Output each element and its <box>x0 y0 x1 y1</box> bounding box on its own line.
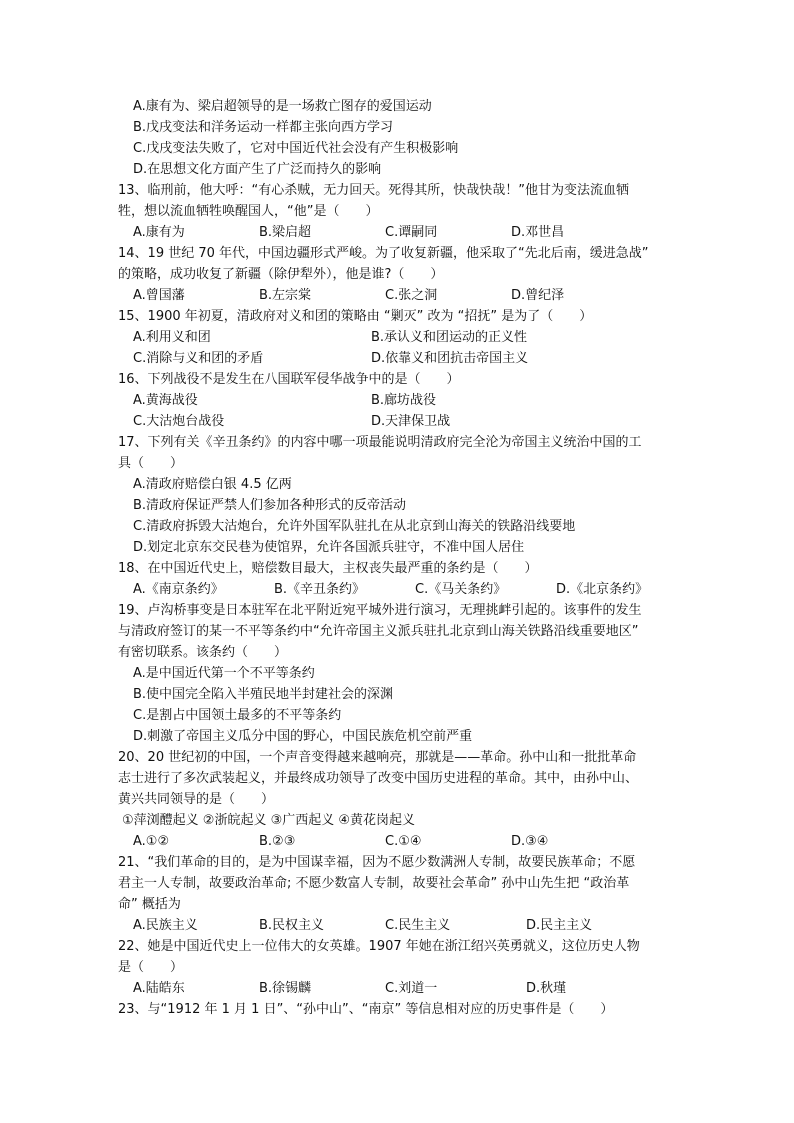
q12-option-b[interactable]: B.戊戌变法和洋务运动一样都主张向西方学习 <box>133 120 394 135</box>
q19-option-a[interactable]: A.是中国近代第一个不平等条约 <box>133 666 315 681</box>
q22-stem-line-1: 22、她是中国近代史上一位伟大的女英雄。1907 年她在浙江绍兴英勇就义，这位历史人物 <box>118 939 640 954</box>
q16-option-a[interactable]: A.黄海战役 <box>133 393 198 408</box>
q12-option-c[interactable]: C.戊戌变法失败了，它对中国近代社会没有产生积极影响 <box>133 141 459 156</box>
q12-option-d[interactable]: D.在思想文化方面产生了广泛而持久的影响 <box>133 162 382 177</box>
exam-page <box>118 96 678 1020</box>
q13-options <box>118 222 678 243</box>
q17-option-b[interactable]: B.清政府保证严禁人们参加各种形式的反帝活动 <box>133 498 407 513</box>
q19-stem-line-3: 有密切联系。该条约（ ） <box>118 645 288 660</box>
q13-stem-line-1: 13、临刑前，他大呼：“有心杀贼，无力回天。死得其所，快哉快哉！”他甘为变法流血牺 <box>118 183 630 198</box>
q13-option-d[interactable]: D.邓世昌 <box>511 225 565 240</box>
q14-options <box>118 285 678 306</box>
q21-options <box>118 915 678 936</box>
q12-option-a[interactable]: A.康有为、梁启超领导的是一场救亡图存的爱国运动 <box>133 99 432 114</box>
q18-options <box>118 579 678 600</box>
q15-stem: 15、1900 年初夏，清政府对义和团的策略由 “剿灭” 改为 “招抚” 是为了（ ） <box>118 309 593 324</box>
q17-option-c[interactable]: C.清政府拆毁大沽炮台，允许外国军队驻扎在从北京到山海关的铁路沿线要地 <box>133 519 576 534</box>
q20-sub-items: ①萍浏醴起义 ②浙皖起义 ③广西起义 ④黄花岗起义 <box>122 813 416 828</box>
q17-stem-line-2: 具（ ） <box>118 456 184 471</box>
q21-option-c[interactable]: C.民生主义 <box>385 918 451 933</box>
q16-options-cd <box>118 411 678 432</box>
q20-option-c[interactable]: C.①④ <box>385 834 422 849</box>
q20-stem-line-1: 20、20 世纪初的中国，一个声音变得越来越响亮，那就是——革命。孙中山和一批批革命 <box>118 750 637 765</box>
q16-stem: 16、下列战役不是发生在八国联军侵华战争中的是（ ） <box>118 372 460 387</box>
q16-option-c[interactable]: C.大沽炮台战役 <box>133 414 225 429</box>
q13-option-c[interactable]: C.谭嗣同 <box>385 225 438 240</box>
q15-option-d[interactable]: D.依靠义和团抗击帝国主义 <box>371 351 529 366</box>
q13-stem-line-2: 牲，想以流血牺牲唤醒国人，“他”是（ ） <box>118 204 379 219</box>
q20-option-d[interactable]: D.③④ <box>511 834 549 849</box>
q21-option-b[interactable]: B.民权主义 <box>259 918 325 933</box>
q19-option-c[interactable]: C.是割占中国领土最多的不平等条约 <box>133 708 342 723</box>
q22-option-c[interactable]: C.刘道一 <box>385 981 438 996</box>
q19-option-d[interactable]: D.刺激了帝国主义瓜分中国的野心，中国民族危机空前严重 <box>133 729 473 744</box>
q14-stem-line-2: 的策略，成功收复了新疆（除伊犁外），他是谁?（ ） <box>118 267 444 282</box>
q21-option-d[interactable]: D.民主主义 <box>526 918 593 933</box>
q14-option-d[interactable]: D.曾纪泽 <box>511 288 565 303</box>
q18-option-d[interactable]: D.《北京条约》 <box>556 582 649 597</box>
q14-option-a[interactable]: A.曾国藩 <box>133 288 185 303</box>
q20-option-a[interactable]: A.①② <box>133 834 170 849</box>
q16-options-ab <box>118 390 678 411</box>
q14-option-b[interactable]: B.左宗棠 <box>259 288 312 303</box>
q19-stem-line-1: 19、卢沟桥事变是日本驻军在北平附近宛平城外进行演习，无理挑衅引起的。该事件的发生 <box>118 603 642 618</box>
q22-option-d[interactable]: D.秋瑾 <box>526 981 567 996</box>
q22-options <box>118 978 678 999</box>
q14-option-c[interactable]: C.张之洞 <box>385 288 438 303</box>
q18-option-c[interactable]: C.《马关条约》 <box>415 582 507 597</box>
q22-stem-line-2: 是（ ） <box>118 960 184 975</box>
q18-stem: 18、在中国近代史上，赔偿数目最大，主权丧失最严重的条约是（ ） <box>118 561 538 576</box>
q22-option-b[interactable]: B.徐锡麟 <box>259 981 312 996</box>
q17-stem-line-1: 17、下列有关《辛丑条约》的内容中哪一项最能说明清政府完全沦为帝国主义统治中国的工 <box>118 435 642 450</box>
q16-option-b[interactable]: B.廊坊战役 <box>371 393 437 408</box>
q13-option-b[interactable]: B.梁启超 <box>259 225 312 240</box>
q21-stem-line-3: 命” 概括为 <box>118 897 181 912</box>
q22-option-a[interactable]: A.陆皓东 <box>133 981 185 996</box>
q21-option-a[interactable]: A.民族主义 <box>133 918 198 933</box>
q21-stem-line-2: 君主一人专制，故要政治革命; 不愿少数富人专制，故要社会革命” 孙中山先生把 “政治革 <box>118 876 630 891</box>
q23-stem: 23、与“1912 年 1 月 1 日”、“孙中山”、“南京” 等信息相对应的历史事件是（ ） <box>118 1002 614 1017</box>
q21-stem-line-1: 21、“我们革命的目的，是为中国谋幸福，因为不愿少数满洲人专制，故要民族革命；不愿 <box>118 855 636 870</box>
q15-option-a[interactable]: A.利用义和团 <box>133 330 211 345</box>
q17-option-d[interactable]: D.划定北京东交民巷为使馆界，允许各国派兵驻守，不准中国人居住 <box>133 540 525 555</box>
q15-options-ab <box>118 327 678 348</box>
q15-option-b[interactable]: B.承认义和团运动的正义性 <box>371 330 528 345</box>
q16-option-d[interactable]: D.天津保卫战 <box>371 414 451 429</box>
q20-options <box>118 831 678 852</box>
q20-option-b[interactable]: B.②③ <box>259 834 296 849</box>
q20-stem-line-2: 志士进行了多次武装起义，并最终成功领导了改变中国历史进程的革命。其中，由孙中山、 <box>118 771 639 786</box>
q13-option-a[interactable]: A.康有为 <box>133 225 185 240</box>
q19-option-b[interactable]: B.使中国完全陷入半殖民地半封建社会的深渊 <box>133 687 394 702</box>
q14-stem-line-1: 14、19 世纪 70 年代，中国边疆形式严峻。为了收复新疆，他采取了“先北后南，缓进急战” <box>118 246 649 261</box>
q19-stem-line-2: 与清政府签订的某一不平等条约中“允许帝国主义派兵驻扎北京到山海关铁路沿线重要地区” <box>118 624 639 639</box>
q20-stem-line-3: 黄兴共同领导的是（ ） <box>118 792 275 807</box>
q15-option-c[interactable]: C.消除与义和团的矛盾 <box>133 351 264 366</box>
q18-option-b[interactable]: B.《辛丑条约》 <box>274 582 366 597</box>
q15-options-cd <box>118 348 678 369</box>
q18-option-a[interactable]: A.《南京条约》 <box>133 582 224 597</box>
q17-option-a[interactable]: A.清政府赔偿白银 4.5 亿两 <box>133 477 292 492</box>
